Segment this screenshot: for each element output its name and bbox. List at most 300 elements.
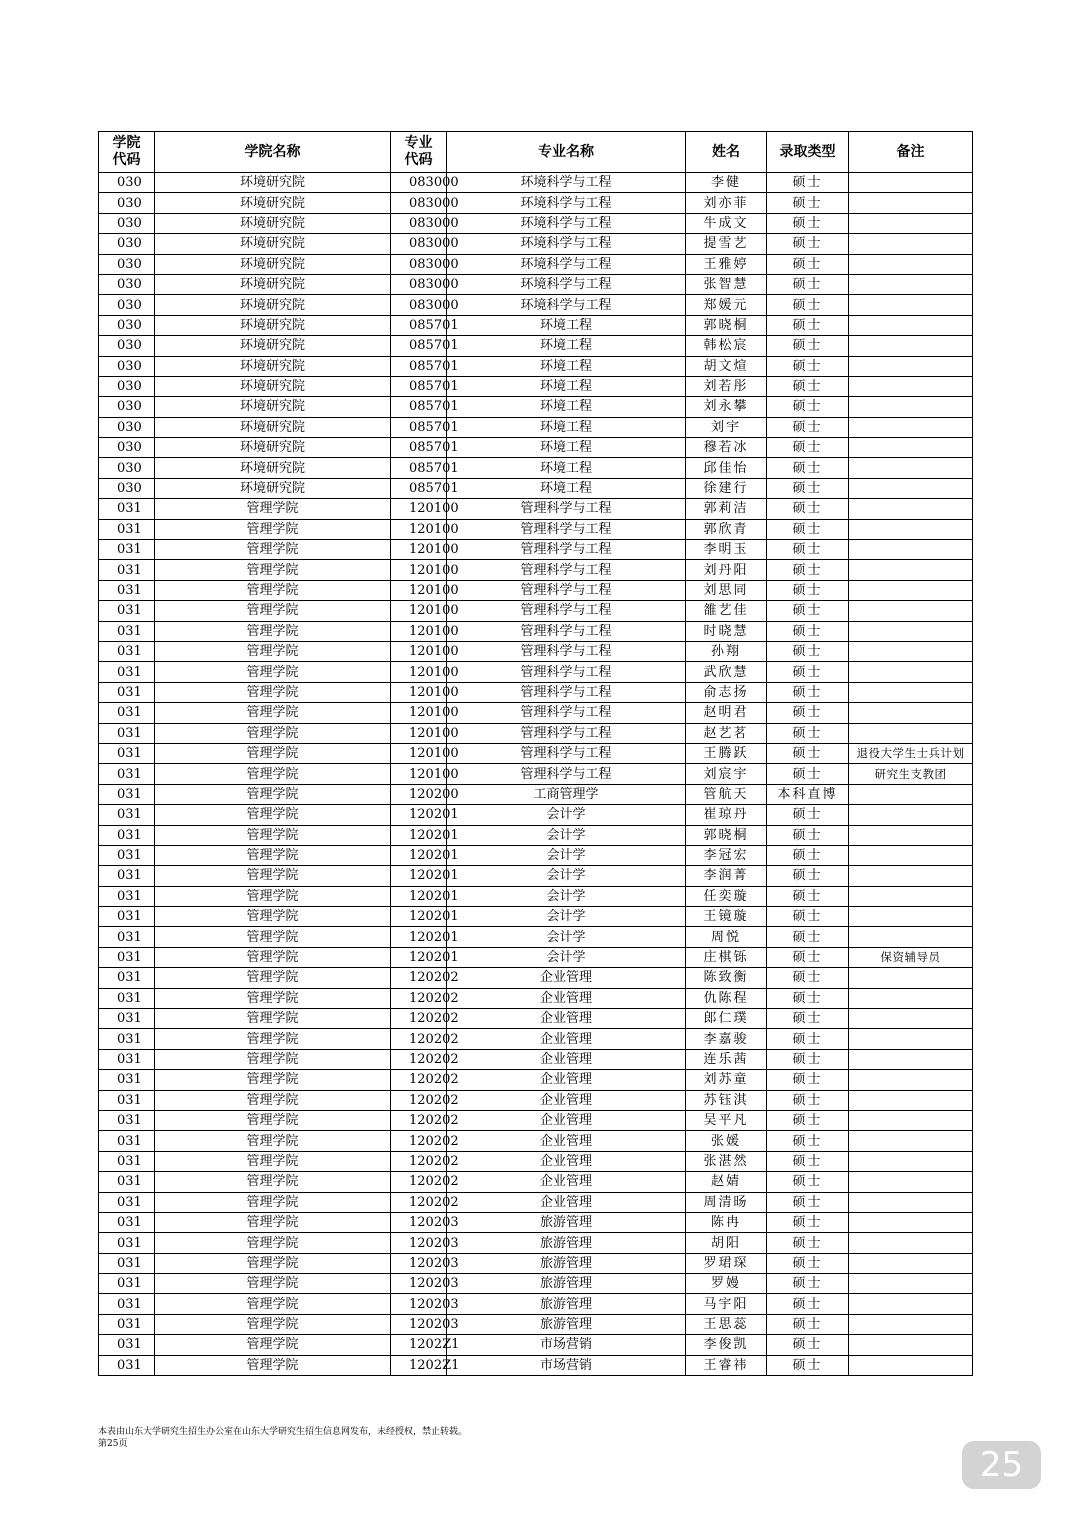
major-name-cell: 环境工程	[447, 397, 686, 417]
student-name-cell: 吴平凡	[686, 1110, 767, 1130]
college-code-cell: 031	[99, 907, 155, 927]
college-name-cell: 环境研究院	[155, 254, 391, 274]
college-name-cell: 环境研究院	[155, 417, 391, 437]
table-row	[99, 1009, 973, 1029]
major-code-cell: 083000	[391, 193, 447, 213]
college-name-cell: 管理学院	[155, 1070, 391, 1090]
college-code-cell: 031	[99, 927, 155, 947]
remarks-cell	[849, 1233, 973, 1253]
major-name-cell: 环境科学与工程	[447, 193, 686, 213]
admission-type-cell: 硕士	[767, 641, 849, 661]
admission-type-cell: 硕士	[767, 1049, 849, 1069]
major-name-cell: 环境工程	[447, 376, 686, 396]
major-name-cell: 环境工程	[447, 438, 686, 458]
major-code-cell: 083000	[391, 295, 447, 315]
major-code-cell: 120202	[391, 968, 447, 988]
student-name-cell: 罗嫚	[686, 1274, 767, 1294]
admission-type-cell: 硕士	[767, 417, 849, 437]
student-name-cell: 邱佳怡	[686, 458, 767, 478]
student-name-cell: 刘苏童	[686, 1070, 767, 1090]
admission-type-cell: 硕士	[767, 376, 849, 396]
table-row	[99, 458, 973, 478]
student-name-cell: 刘永攀	[686, 397, 767, 417]
major-code-cell: 120201	[391, 907, 447, 927]
college-code-cell: 031	[99, 641, 155, 661]
admission-type-cell: 硕士	[767, 866, 849, 886]
college-name-cell: 管理学院	[155, 662, 391, 682]
college-name-cell: 环境研究院	[155, 438, 391, 458]
student-name-cell: 王睿祎	[686, 1355, 767, 1375]
college-code-cell: 031	[99, 621, 155, 641]
admission-type-cell: 硕士	[767, 988, 849, 1008]
major-name-cell: 环境科学与工程	[447, 173, 686, 193]
major-code-cell: 083000	[391, 254, 447, 274]
table-row	[99, 601, 973, 621]
student-name-cell: 刘若彤	[686, 376, 767, 396]
admission-type-cell: 硕士	[767, 662, 849, 682]
student-name-cell: 刘丹阳	[686, 560, 767, 580]
college-name-cell: 管理学院	[155, 825, 391, 845]
major-code-cell: 120100	[391, 764, 447, 784]
table-row	[99, 1355, 973, 1375]
admission-type-cell: 硕士	[767, 1253, 849, 1273]
major-code-cell: 120201	[391, 886, 447, 906]
table-row	[99, 621, 973, 641]
major-name-cell: 企业管理	[447, 1172, 686, 1192]
student-name-cell: 郎仁璞	[686, 1009, 767, 1029]
student-name-cell: 张智慧	[686, 274, 767, 294]
admission-type-cell: 硕士	[767, 886, 849, 906]
major-name-cell: 企业管理	[447, 1070, 686, 1090]
col-header-college-name: 学院名称	[155, 132, 391, 173]
college-code-cell: 031	[99, 1294, 155, 1314]
admission-type-cell: 硕士	[767, 703, 849, 723]
student-name-cell: 王镜璇	[686, 907, 767, 927]
admission-type-cell: 硕士	[767, 1172, 849, 1192]
remarks-cell	[849, 1029, 973, 1049]
remarks-cell	[849, 927, 973, 947]
remarks-cell	[849, 1314, 973, 1334]
major-name-cell: 环境工程	[447, 356, 686, 376]
table-row	[99, 805, 973, 825]
college-code-cell: 031	[99, 968, 155, 988]
table-row	[99, 1335, 973, 1355]
major-name-cell: 管理科学与工程	[447, 743, 686, 763]
table-row	[99, 723, 973, 743]
college-name-cell: 环境研究院	[155, 397, 391, 417]
table-row	[99, 1090, 973, 1110]
major-name-cell: 管理科学与工程	[447, 601, 686, 621]
table-row	[99, 1314, 973, 1334]
table-row	[99, 825, 973, 845]
student-name-cell: 刘亦菲	[686, 193, 767, 213]
table-row	[99, 1253, 973, 1273]
remarks-cell	[849, 886, 973, 906]
major-code-cell: 120203	[391, 1314, 447, 1334]
table-row	[99, 1131, 973, 1151]
remarks-cell	[849, 866, 973, 886]
table-row	[99, 1070, 973, 1090]
major-code-cell: 120100	[391, 601, 447, 621]
remarks-cell	[849, 295, 973, 315]
major-name-cell: 会计学	[447, 866, 686, 886]
admission-type-cell: 硕士	[767, 1192, 849, 1212]
college-code-cell: 031	[99, 1233, 155, 1253]
admission-type-cell: 硕士	[767, 254, 849, 274]
table-row	[99, 743, 973, 763]
major-code-cell: 085701	[391, 458, 447, 478]
college-name-cell: 管理学院	[155, 560, 391, 580]
remarks-cell	[849, 1212, 973, 1232]
college-name-cell: 管理学院	[155, 1049, 391, 1069]
major-code-cell: 120202	[391, 1151, 447, 1171]
college-name-cell: 管理学院	[155, 621, 391, 641]
student-name-cell: 徐建行	[686, 478, 767, 498]
major-name-cell: 环境工程	[447, 458, 686, 478]
table-row	[99, 1172, 973, 1192]
college-name-cell: 管理学院	[155, 968, 391, 988]
college-code-cell: 031	[99, 784, 155, 804]
admission-type-cell: 硕士	[767, 315, 849, 335]
college-code-cell: 030	[99, 234, 155, 254]
college-code-cell: 031	[99, 1131, 155, 1151]
table-row	[99, 1151, 973, 1171]
table-row	[99, 580, 973, 600]
major-code-cell: 120202	[391, 1131, 447, 1151]
college-name-cell: 管理学院	[155, 764, 391, 784]
table-row	[99, 641, 973, 661]
major-name-cell: 旅游管理	[447, 1253, 686, 1273]
student-name-cell: 雒艺佳	[686, 601, 767, 621]
student-name-cell: 赵艺茗	[686, 723, 767, 743]
table-row	[99, 315, 973, 335]
admission-type-cell: 硕士	[767, 845, 849, 865]
major-name-cell: 环境科学与工程	[447, 274, 686, 294]
table-row	[99, 927, 973, 947]
college-name-cell: 环境研究院	[155, 173, 391, 193]
admission-type-cell: 硕士	[767, 1151, 849, 1171]
remarks-cell	[849, 438, 973, 458]
table-row	[99, 907, 973, 927]
major-code-cell: 083000	[391, 234, 447, 254]
admission-type-cell: 本科直博	[767, 784, 849, 804]
admission-type-cell: 硕士	[767, 397, 849, 417]
remarks-cell	[849, 1253, 973, 1273]
major-name-cell: 旅游管理	[447, 1212, 686, 1232]
student-name-cell: 任奕璇	[686, 886, 767, 906]
major-code-cell: 120100	[391, 499, 447, 519]
student-name-cell: 王腾跃	[686, 743, 767, 763]
admission-type-cell: 硕士	[767, 295, 849, 315]
table-row	[99, 968, 973, 988]
admission-type-cell: 硕士	[767, 478, 849, 498]
major-code-cell: 120201	[391, 927, 447, 947]
admission-type-cell: 硕士	[767, 1233, 849, 1253]
remarks-cell	[849, 1049, 973, 1069]
college-name-cell: 环境研究院	[155, 234, 391, 254]
college-name-cell: 管理学院	[155, 703, 391, 723]
major-code-cell: 120100	[391, 560, 447, 580]
college-name-cell: 管理学院	[155, 1274, 391, 1294]
major-code-cell: 120203	[391, 1294, 447, 1314]
admission-type-cell: 硕士	[767, 1335, 849, 1355]
college-code-cell: 031	[99, 886, 155, 906]
major-code-cell: 120202	[391, 1029, 447, 1049]
admission-type-cell: 硕士	[767, 580, 849, 600]
college-code-cell: 030	[99, 336, 155, 356]
remarks-cell	[849, 662, 973, 682]
major-name-cell: 企业管理	[447, 1151, 686, 1171]
major-code-cell: 120100	[391, 703, 447, 723]
college-name-cell: 管理学院	[155, 743, 391, 763]
remarks-cell	[849, 1335, 973, 1355]
major-name-cell: 会计学	[447, 805, 686, 825]
college-name-cell: 管理学院	[155, 682, 391, 702]
remarks-cell	[849, 1294, 973, 1314]
major-code-cell: 120203	[391, 1253, 447, 1273]
college-code-cell: 031	[99, 743, 155, 763]
major-code-cell: 120100	[391, 519, 447, 539]
major-name-cell: 管理科学与工程	[447, 540, 686, 560]
college-name-cell: 环境研究院	[155, 478, 391, 498]
student-name-cell: 赵明君	[686, 703, 767, 723]
major-name-cell: 企业管理	[447, 1110, 686, 1130]
college-code-cell: 031	[99, 540, 155, 560]
admission-type-cell: 硕士	[767, 356, 849, 376]
student-name-cell: 苏钰淇	[686, 1090, 767, 1110]
college-code-cell: 031	[99, 662, 155, 682]
major-name-cell: 企业管理	[447, 1029, 686, 1049]
major-code-cell: 085701	[391, 315, 447, 335]
admission-type-cell: 硕士	[767, 621, 849, 641]
remarks-cell	[849, 499, 973, 519]
major-name-cell: 管理科学与工程	[447, 560, 686, 580]
college-code-cell: 030	[99, 193, 155, 213]
college-name-cell: 管理学院	[155, 866, 391, 886]
major-name-cell: 环境科学与工程	[447, 254, 686, 274]
major-code-cell: 1202Z1	[391, 1335, 447, 1355]
student-name-cell: 刘宇	[686, 417, 767, 437]
remarks-cell	[849, 234, 973, 254]
major-code-cell: 120202	[391, 1090, 447, 1110]
college-code-cell: 031	[99, 1090, 155, 1110]
col-header-remarks: 备注	[849, 132, 973, 173]
remarks-cell	[849, 540, 973, 560]
college-code-cell: 030	[99, 397, 155, 417]
table-row	[99, 988, 973, 1008]
major-name-cell: 市场营销	[447, 1335, 686, 1355]
college-code-cell: 031	[99, 723, 155, 743]
student-name-cell: 庄棋铄	[686, 947, 767, 967]
major-name-cell: 会计学	[447, 947, 686, 967]
major-name-cell: 企业管理	[447, 968, 686, 988]
student-name-cell: 牛成文	[686, 213, 767, 233]
college-name-cell: 管理学院	[155, 1253, 391, 1273]
table-row	[99, 519, 973, 539]
remarks-cell	[849, 805, 973, 825]
remarks-cell	[849, 845, 973, 865]
admission-type-cell: 硕士	[767, 1110, 849, 1130]
college-name-cell: 管理学院	[155, 723, 391, 743]
college-name-cell: 管理学院	[155, 1314, 391, 1334]
college-code-cell: 030	[99, 173, 155, 193]
student-name-cell: 刘宸宇	[686, 764, 767, 784]
student-name-cell: 韩松宸	[686, 336, 767, 356]
major-code-cell: 085701	[391, 438, 447, 458]
remarks-cell	[849, 784, 973, 804]
col-header-major-code: 专业 代码	[391, 132, 447, 173]
college-code-cell: 030	[99, 315, 155, 335]
college-name-cell: 环境研究院	[155, 376, 391, 396]
remarks-cell	[849, 580, 973, 600]
admission-type-cell: 硕士	[767, 336, 849, 356]
student-name-cell: 马宇阳	[686, 1294, 767, 1314]
col-header-admission-type: 录取类型	[767, 132, 849, 173]
college-code-cell: 031	[99, 1192, 155, 1212]
college-name-cell: 管理学院	[155, 1212, 391, 1232]
table-row	[99, 560, 973, 580]
major-name-cell: 管理科学与工程	[447, 519, 686, 539]
major-name-cell: 企业管理	[447, 1192, 686, 1212]
admission-type-cell: 硕士	[767, 1212, 849, 1232]
table-row	[99, 1192, 973, 1212]
remarks-cell	[849, 968, 973, 988]
student-name-cell: 李嘉骏	[686, 1029, 767, 1049]
college-code-cell: 031	[99, 1274, 155, 1294]
college-name-cell: 管理学院	[155, 1355, 391, 1375]
admission-type-cell: 硕士	[767, 1009, 849, 1029]
college-name-cell: 环境研究院	[155, 193, 391, 213]
college-code-cell: 031	[99, 825, 155, 845]
major-name-cell: 旅游管理	[447, 1233, 686, 1253]
remarks-cell	[849, 825, 973, 845]
major-name-cell: 会计学	[447, 845, 686, 865]
major-code-cell: 120100	[391, 580, 447, 600]
student-name-cell: 王思蕊	[686, 1314, 767, 1334]
remarks-cell	[849, 478, 973, 498]
admission-type-cell: 硕士	[767, 274, 849, 294]
major-code-cell: 085701	[391, 397, 447, 417]
college-code-cell: 031	[99, 1314, 155, 1334]
admission-type-cell: 硕士	[767, 1294, 849, 1314]
college-code-cell: 031	[99, 560, 155, 580]
student-name-cell: 陈致衡	[686, 968, 767, 988]
major-code-cell: 120100	[391, 723, 447, 743]
admission-type-cell: 硕士	[767, 947, 849, 967]
table-row	[99, 254, 973, 274]
page-label: 第25页	[98, 1439, 128, 1449]
college-name-cell: 管理学院	[155, 1131, 391, 1151]
college-name-cell: 管理学院	[155, 927, 391, 947]
student-name-cell: 郭晓桐	[686, 315, 767, 335]
major-code-cell: 085701	[391, 417, 447, 437]
student-name-cell: 李俊凯	[686, 1335, 767, 1355]
college-code-cell: 031	[99, 1151, 155, 1171]
college-name-cell: 管理学院	[155, 1335, 391, 1355]
admission-type-cell: 硕士	[767, 438, 849, 458]
major-name-cell: 管理科学与工程	[447, 580, 686, 600]
college-code-cell: 031	[99, 601, 155, 621]
student-name-cell: 胡阳	[686, 1233, 767, 1253]
remarks-cell	[849, 397, 973, 417]
college-code-cell: 031	[99, 805, 155, 825]
table-row	[99, 1049, 973, 1069]
college-name-cell: 管理学院	[155, 1294, 391, 1314]
college-code-cell: 031	[99, 764, 155, 784]
remarks-cell: 保资辅导员	[849, 947, 973, 967]
admission-type-cell: 硕士	[767, 601, 849, 621]
college-name-cell: 管理学院	[155, 988, 391, 1008]
student-name-cell: 张媛	[686, 1131, 767, 1151]
remarks-cell	[849, 1355, 973, 1375]
admission-type-cell: 硕士	[767, 193, 849, 213]
admission-type-cell: 硕士	[767, 805, 849, 825]
remarks-cell	[849, 907, 973, 927]
major-code-cell: 085701	[391, 478, 447, 498]
major-code-cell: 120202	[391, 1009, 447, 1029]
major-code-cell: 083000	[391, 173, 447, 193]
college-code-cell: 030	[99, 295, 155, 315]
remarks-cell	[849, 376, 973, 396]
college-code-cell: 030	[99, 213, 155, 233]
table-row	[99, 213, 973, 233]
college-name-cell: 环境研究院	[155, 213, 391, 233]
student-name-cell: 仇陈程	[686, 988, 767, 1008]
major-name-cell: 工商管理学	[447, 784, 686, 804]
college-name-cell: 管理学院	[155, 947, 391, 967]
college-code-cell: 031	[99, 499, 155, 519]
table-row	[99, 703, 973, 723]
student-name-cell: 郭莉洁	[686, 499, 767, 519]
student-name-cell: 李润菁	[686, 866, 767, 886]
admission-type-cell: 硕士	[767, 540, 849, 560]
college-code-cell: 031	[99, 682, 155, 702]
admission-type-cell: 硕士	[767, 927, 849, 947]
table-row	[99, 274, 973, 294]
student-name-cell: 郭欣青	[686, 519, 767, 539]
college-name-cell: 管理学院	[155, 1110, 391, 1130]
table-row	[99, 397, 973, 417]
student-name-cell: 张湛然	[686, 1151, 767, 1171]
student-name-cell: 管航天	[686, 784, 767, 804]
table-row	[99, 193, 973, 213]
table-body	[99, 173, 973, 1376]
college-name-cell: 管理学院	[155, 886, 391, 906]
college-code-cell: 030	[99, 376, 155, 396]
remarks-cell	[849, 723, 973, 743]
table-row	[99, 1110, 973, 1130]
student-name-cell: 刘思同	[686, 580, 767, 600]
remarks-cell	[849, 213, 973, 233]
table-row	[99, 1294, 973, 1314]
table-row	[99, 947, 973, 967]
major-code-cell: 083000	[391, 274, 447, 294]
major-code-cell: 120100	[391, 641, 447, 661]
major-code-cell: 120201	[391, 845, 447, 865]
table-header-row	[99, 132, 973, 173]
table-row	[99, 234, 973, 254]
major-name-cell: 环境工程	[447, 417, 686, 437]
table-row	[99, 376, 973, 396]
major-code-cell: 120201	[391, 866, 447, 886]
table-row	[99, 438, 973, 458]
major-code-cell: 120100	[391, 662, 447, 682]
college-code-cell: 031	[99, 866, 155, 886]
remarks-cell: 研究生支教团	[849, 764, 973, 784]
college-name-cell: 管理学院	[155, 1009, 391, 1029]
table-row	[99, 478, 973, 498]
college-code-cell: 030	[99, 458, 155, 478]
